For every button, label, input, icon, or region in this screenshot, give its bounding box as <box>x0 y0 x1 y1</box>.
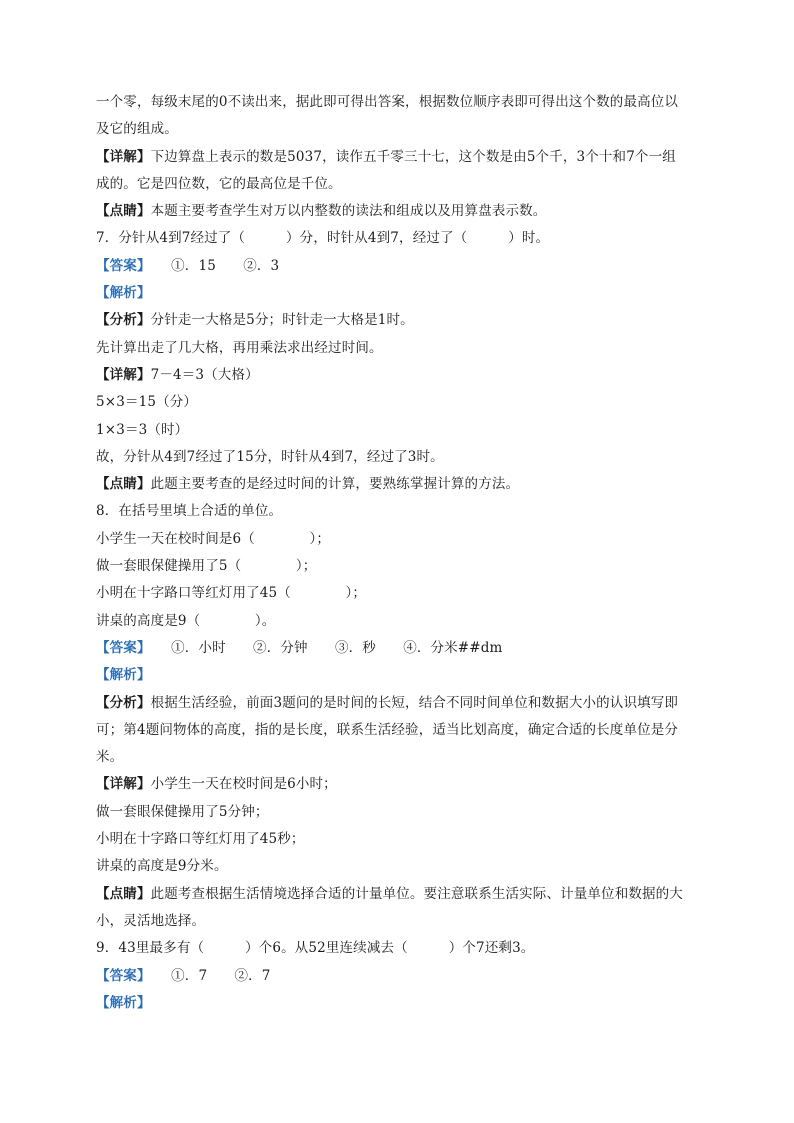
section-tag: 【点睛】 <box>96 885 151 902</box>
section-tag: 【解析】 <box>96 667 151 684</box>
question-7: 7．分针从4到7经过了（ ）分，时针从4到7，经过了（ ）时。 <box>96 230 550 247</box>
text-line: 小明在十字路口等红灯用了45（ ）； <box>96 585 367 602</box>
section-tag: 【点睛】 <box>96 476 151 493</box>
comment-line <box>96 881 706 908</box>
analysis-line <box>96 690 706 717</box>
answer-line <box>96 253 706 280</box>
text-line: 成的。它是四位数，它的最高位是千位。 <box>96 175 342 192</box>
section-tag: 【分析】 <box>96 312 151 329</box>
text-line: 一个零，每级末尾的0不读出来，据此即可得出答案，根据数位顺序表即可得出这个数的最高位以 <box>96 94 679 110</box>
text-line: 小明在十字路口等红灯用了45秒； <box>96 831 305 848</box>
text-line: 小学生一天在校时间是6（ ）； <box>96 530 331 547</box>
answer-line <box>96 963 706 990</box>
text-line: 做一套眼保健操用了5分钟； <box>96 803 269 820</box>
detail-line <box>96 144 706 171</box>
section-tag: 【答案】 <box>96 639 144 656</box>
comment-line <box>96 198 706 225</box>
section-text: 本题主要考查学生对万以内整数的读法和组成以及用算盘表示数。 <box>150 203 547 220</box>
text-line: 米。 <box>96 749 124 766</box>
section-text: 7－4＝3（大格） <box>150 366 259 383</box>
analysis-heading <box>96 990 706 1017</box>
section-tag: 【答案】 <box>96 967 144 984</box>
question-8: 8．在括号里填上合适的单位。 <box>96 503 283 520</box>
section-tag: 【分析】 <box>96 694 151 711</box>
answer-line <box>96 635 706 662</box>
section-text: ①．小时 ②．分钟 ③．秒 ④．分米##dm <box>143 639 503 656</box>
section-tag: 【解析】 <box>96 994 151 1011</box>
text-line: 先计算出走了几大格，再用乘法求出经过时间。 <box>96 339 383 356</box>
section-tag: 【点睛】 <box>96 203 151 220</box>
section-text: 根据生活经验，前面3题问的是时间的长短，结合不同时间单位和数据大小的认识填写即 <box>150 694 679 711</box>
text-line: 讲桌的高度是9分米。 <box>96 858 228 875</box>
text-line: 讲桌的高度是9（ ）。 <box>96 612 276 629</box>
text-line: 1×3＝3（时） <box>96 421 189 438</box>
section-tag: 【详解】 <box>96 776 151 793</box>
section-tag: 【答案】 <box>96 257 144 274</box>
section-text: 此题考查根据生活情境选择合适的计量单位。要注意联系生活实际、计量单位和数据的大 <box>150 885 683 902</box>
section-tag: 【解析】 <box>96 285 151 302</box>
section-tag: 【详解】 <box>96 148 151 165</box>
text-line: 及它的组成。 <box>96 121 178 138</box>
comment-line <box>96 471 706 498</box>
section-tag: 【详解】 <box>96 366 151 383</box>
text-line: 故，分针从4到7经过了15分，时针从4到7，经过了3时。 <box>96 448 444 465</box>
section-text: 下边算盘上表示的数是5037，读作五千零三十七，这个数是由5个千，3个十和7个一组 <box>150 148 676 165</box>
detail-line <box>96 771 706 798</box>
section-text: ①．15 ②．3 <box>143 257 280 274</box>
document-page <box>96 89 706 1017</box>
text-line: 可；第4题问物体的高度，指的是长度，联系生活经验，适当比划高度，确定合适的长度单位是分 <box>96 721 679 738</box>
text-line: 做一套眼保健操用了5（ ）； <box>96 558 317 575</box>
detail-line <box>96 362 706 389</box>
analysis-line <box>96 307 706 334</box>
text-line: 5×3＝15（分） <box>96 394 198 411</box>
section-text: 分针走一大格是5分；时针走一大格是1时。 <box>150 312 414 329</box>
section-text: ①．7 ②．7 <box>143 967 271 984</box>
section-text: 小学生一天在校时间是6小时； <box>150 776 337 793</box>
analysis-heading <box>96 280 706 307</box>
question-9: 9．43里最多有（ ）个6。从52里连续减去（ ）个7还剩3。 <box>96 940 535 957</box>
analysis-heading <box>96 662 706 689</box>
text-line: 小，灵活地选择。 <box>96 912 206 929</box>
section-text: 此题主要考查的是经过时间的计算，要熟练掌握计算的方法。 <box>150 476 520 493</box>
